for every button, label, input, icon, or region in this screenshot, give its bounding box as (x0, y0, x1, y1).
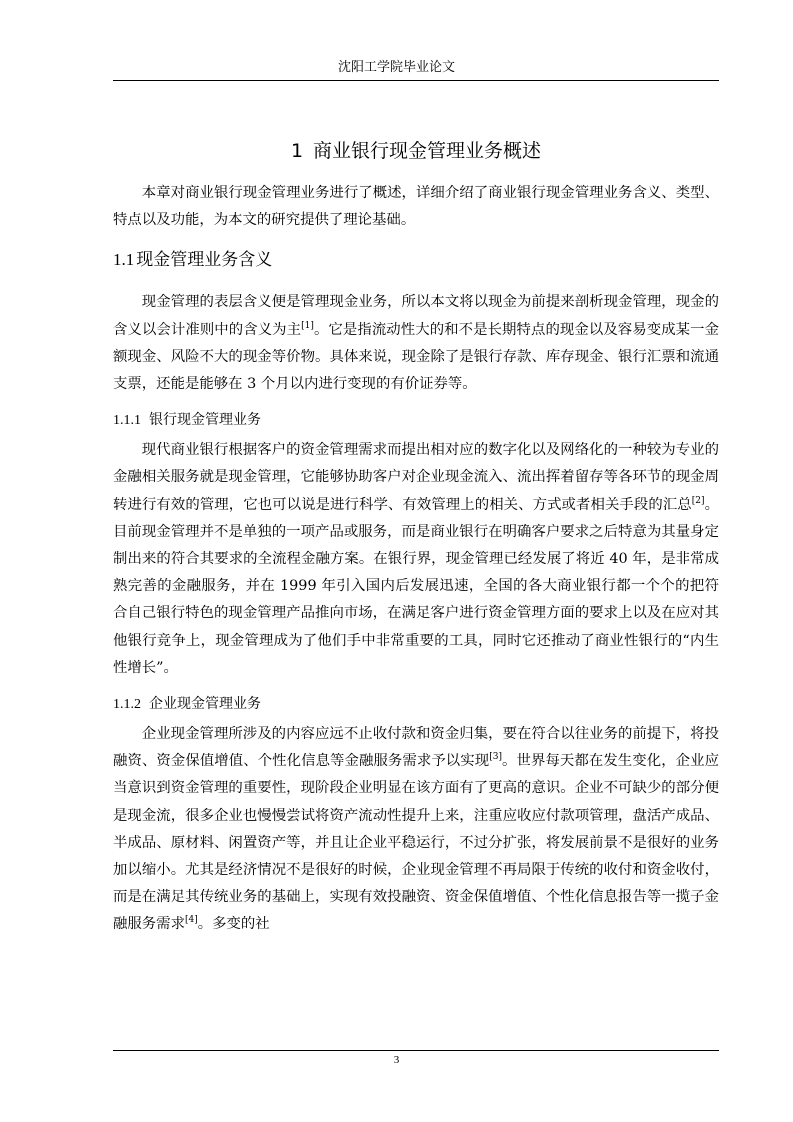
subsection-number: 1.1.1 (113, 413, 141, 429)
paragraph-text: 。目前现金管理并不是单独的一项产品或服务，而是商业银行在明确客户要求之后特意为其量身定制出来的符合其要求的全流程金融方案。在银行界，现金管理已经发展了将近 40 年，是非常成熟完善的金融服务，并在 1999 年引入国内后发展迅速，全国的各大商业银行都一个个的把符合自己银行特色的现金管理产品推向市场，在满足客户进行资金管理方面的要求上以及在应对其他银行竞争上，现金管理成为了他们手中非常重要的工具，同时它还推动了商业性银行的“内生性增长”。 (113, 496, 719, 676)
paragraph-text: 。世界每天都在发生变化，企业应当意识到资金管理的重要性，现阶段企业明显在该方面有了更高的意识。企业不可缺少的部分便是现金流，很多企业也慢慢尝试将资产流动性提升上来，注重应收应付款项管理，盘活产成品、半成品、原材料、闲置资产等，并且让企业平稳运行，不过分扩张，将发展前景不是很好的业务加以缩小。尤其是经济情况不是很好的时候，企业现金管理不再局限于传统的收付和资金收付，而是在满足其传统业务的基础上，实现有效投融资、资金保值增值、个性化信息报告等一揽子金融服务需求 (113, 753, 719, 933)
citation-marker: [1] (301, 320, 314, 331)
section-1-1-2-paragraph (113, 721, 719, 939)
subsection-title: 企业现金管理业务 (149, 696, 261, 713)
page-number: 3 (393, 1054, 400, 1066)
section-heading-1-1 (113, 247, 719, 273)
citation-marker: [2] (691, 495, 705, 506)
section-number: 1.1 (113, 250, 135, 270)
section-title: 现金管理业务含义 (136, 250, 273, 271)
subsection-number: 1.1.2 (113, 697, 141, 713)
running-header: 沈阳工学院毕业论文 (337, 60, 455, 75)
page-content (113, 138, 719, 939)
chapter-intro: 本章对商业银行现金管理业务进行了概述，详细介绍了商业银行现金管理业务含义、类型、特点以及功能，为本文的研究提供了理论基础。 (113, 185, 719, 229)
chapter-number: 1 (290, 140, 304, 162)
paragraph-text: 现金管理的表层含义便是管理现金业务，所以本文将以现金为前提来剖析现金管理，现金的含义以会计准则中的含义为主 (113, 294, 719, 338)
paragraph-text: 现代商业银行根据客户的资金管理需求而提出相对应的数字化以及网络化的一种较为专业的金融相关服务就是现金管理，它能够协助客户对企业现金流入、流出挥着留存等各环节的现金周转进行有效的管理，它也可以说是进行科学、有效管理上的相关、方式或者相关手段的汇总 (113, 442, 719, 513)
header-rule (113, 80, 719, 81)
citation-marker: [3] (489, 752, 502, 763)
chapter-title-text: 商业银行现金管理业务概述 (313, 140, 542, 162)
paragraph-text: 企业现金管理所涉及的内容应远不止收付款和资金归集，要在符合以往业务的前提下，将投融资、资金保值增值、个性化信息等金融服务需求予以实现 (113, 726, 719, 770)
citation-marker: [4] (184, 915, 198, 926)
subsection-heading-1-1-2 (113, 692, 719, 717)
footer-rule (113, 1050, 719, 1051)
section-1-1-1-paragraph (113, 437, 719, 682)
subsection-title: 银行现金管理业务 (149, 412, 261, 429)
chapter-title (113, 138, 719, 164)
paragraph-text: 。它是指流动性大的和不是长期特点的现金以及容易变成某一金额现金、风险不大的现金等价物。具体来说，现金除了是银行存款、库存现金、银行汇票和流通支票，还能是能够在 3 个月以内进行变现的有价证券等。 (113, 321, 719, 393)
paragraph-text: 。多变的社 (197, 916, 270, 933)
section-1-1-paragraph (113, 289, 719, 398)
subsection-heading-1-1-1 (113, 408, 719, 433)
